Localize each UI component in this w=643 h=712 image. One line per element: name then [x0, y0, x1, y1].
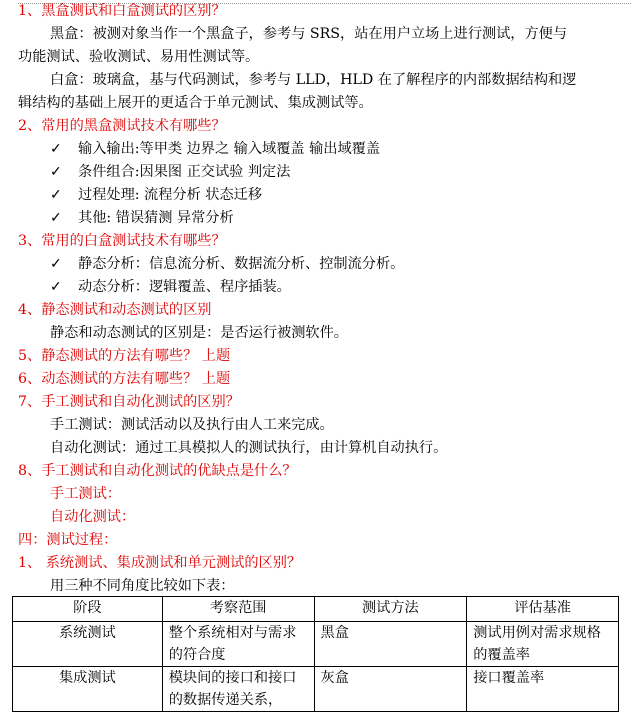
checkmark-icon: ✓ [50, 256, 62, 272]
line-text: 用三种不同角度比较如下表： [50, 578, 235, 594]
line-text: 输入输出:等甲类 边界之 输入域覆盖 输出域覆盖 [78, 141, 381, 157]
paragraph-line [50, 576, 234, 596]
line-text: 静态和动态测试的区别是：是否运行被测软件。 [50, 325, 348, 341]
table-cell: 接口覆盖率 [467, 667, 619, 712]
checkmark-icon: ✓ [50, 141, 62, 157]
line-text: 过程处理: 流程分析 状态迁移 [78, 187, 263, 203]
line-text: 4、静态测试和动态测试的区别 [18, 302, 212, 318]
table-cell: 系统测试 [13, 622, 163, 667]
line-text: 2、常用的黑盒测试技术有哪些？ [18, 118, 226, 134]
checkmark-icon: ✓ [50, 187, 62, 203]
checklist-item [50, 277, 291, 297]
line-text: 1、 系统测试、集成测试和单元测试的区别？ [18, 555, 302, 571]
paragraph-line [18, 47, 259, 67]
table-header-row [13, 597, 619, 622]
paragraph-line [50, 438, 447, 458]
section-heading [18, 392, 240, 412]
line-text: 条件组合:因果图 正交试验 判定法 [78, 164, 291, 180]
section-heading [18, 346, 230, 366]
line-text: 1、黑盒测试和白盒测试的区别？ [18, 3, 226, 19]
section-heading [18, 461, 297, 481]
table-header: 测试方法 [314, 597, 467, 622]
table-header: 阶段 [13, 597, 163, 622]
table-cell: 集成测试 [13, 667, 163, 712]
checklist-item [50, 139, 380, 159]
line-text: 动态分析：逻辑覆盖、程序插装。 [78, 279, 291, 295]
paragraph-line [50, 415, 334, 435]
table-cell: 整个系统相对与需求的符合度 [162, 622, 314, 667]
line-text: 静态分析：信息流分析、数据流分析、控制流分析。 [78, 256, 405, 272]
line-text: 6、动态测试的方法有哪些？ 上题 [18, 371, 231, 387]
checkmark-icon: ✓ [50, 164, 62, 180]
section-heading [18, 1, 226, 21]
table-cell: 黑盒 [314, 622, 467, 667]
section-heading [18, 231, 226, 251]
paragraph-line [50, 323, 348, 343]
line-text: 5、静态测试的方法有哪些？ 上题 [18, 348, 231, 364]
checkmark-icon: ✓ [50, 210, 62, 226]
comparison-table [12, 596, 619, 712]
table-header: 考察范围 [162, 597, 314, 622]
table-cell: 模块间的接口和接口的数据传递关系， [162, 667, 314, 712]
table-header: 评估基准 [467, 597, 619, 622]
section-heading [50, 507, 135, 527]
checklist-item [50, 254, 404, 274]
checklist-item [50, 185, 262, 205]
line-text: 其他: 错误猜测 异常分析 [78, 210, 234, 226]
section-heading [18, 300, 211, 320]
checklist-item [50, 162, 290, 182]
table-row [13, 622, 619, 667]
line-text: 自动化测试： [50, 509, 136, 525]
line-text: 白盒：玻璃盒，基与代码测试，参考与 LLD，HLD 在了解程序的内部数据结构和逻 [50, 72, 577, 88]
line-text: 辑结构的基础上展开的更适合于单元测试、集成测试等。 [18, 95, 373, 111]
table-row [13, 667, 619, 712]
line-text: 7、手工测试和自动化测试的区别？ [18, 394, 240, 410]
line-text: 手工测试： [50, 486, 121, 502]
line-text: 自动化测试：通过工具模拟人的测试执行，由计算机自动执行。 [50, 440, 448, 456]
line-text: 手工测试：测试活动以及执行由人工来完成。 [50, 417, 334, 433]
line-text: 功能测试、验收测试、易用性测试等。 [18, 49, 260, 65]
checkmark-icon: ✓ [50, 279, 62, 295]
section-heading [18, 530, 117, 550]
checklist-item [50, 208, 234, 228]
section-heading [18, 553, 301, 573]
paragraph-line [50, 70, 576, 90]
table-cell: 测试用例对需求规格的覆盖率 [467, 622, 619, 667]
paragraph-line [50, 24, 567, 44]
paragraph-line [18, 93, 373, 113]
line-text: 8、手工测试和自动化测试的优缺点是什么？ [18, 463, 297, 479]
section-heading [18, 369, 230, 389]
line-text: 四：测试过程： [18, 532, 118, 548]
line-text: 黑盒：被测对象当作一个黑盒子，参考与 SRS，站在用户立场上进行测试，方便与 [50, 26, 568, 42]
line-text: 3、常用的白盒测试技术有哪些？ [18, 233, 226, 249]
table-cell: 灰盒 [314, 667, 467, 712]
section-heading [50, 484, 121, 504]
section-heading [18, 116, 226, 136]
